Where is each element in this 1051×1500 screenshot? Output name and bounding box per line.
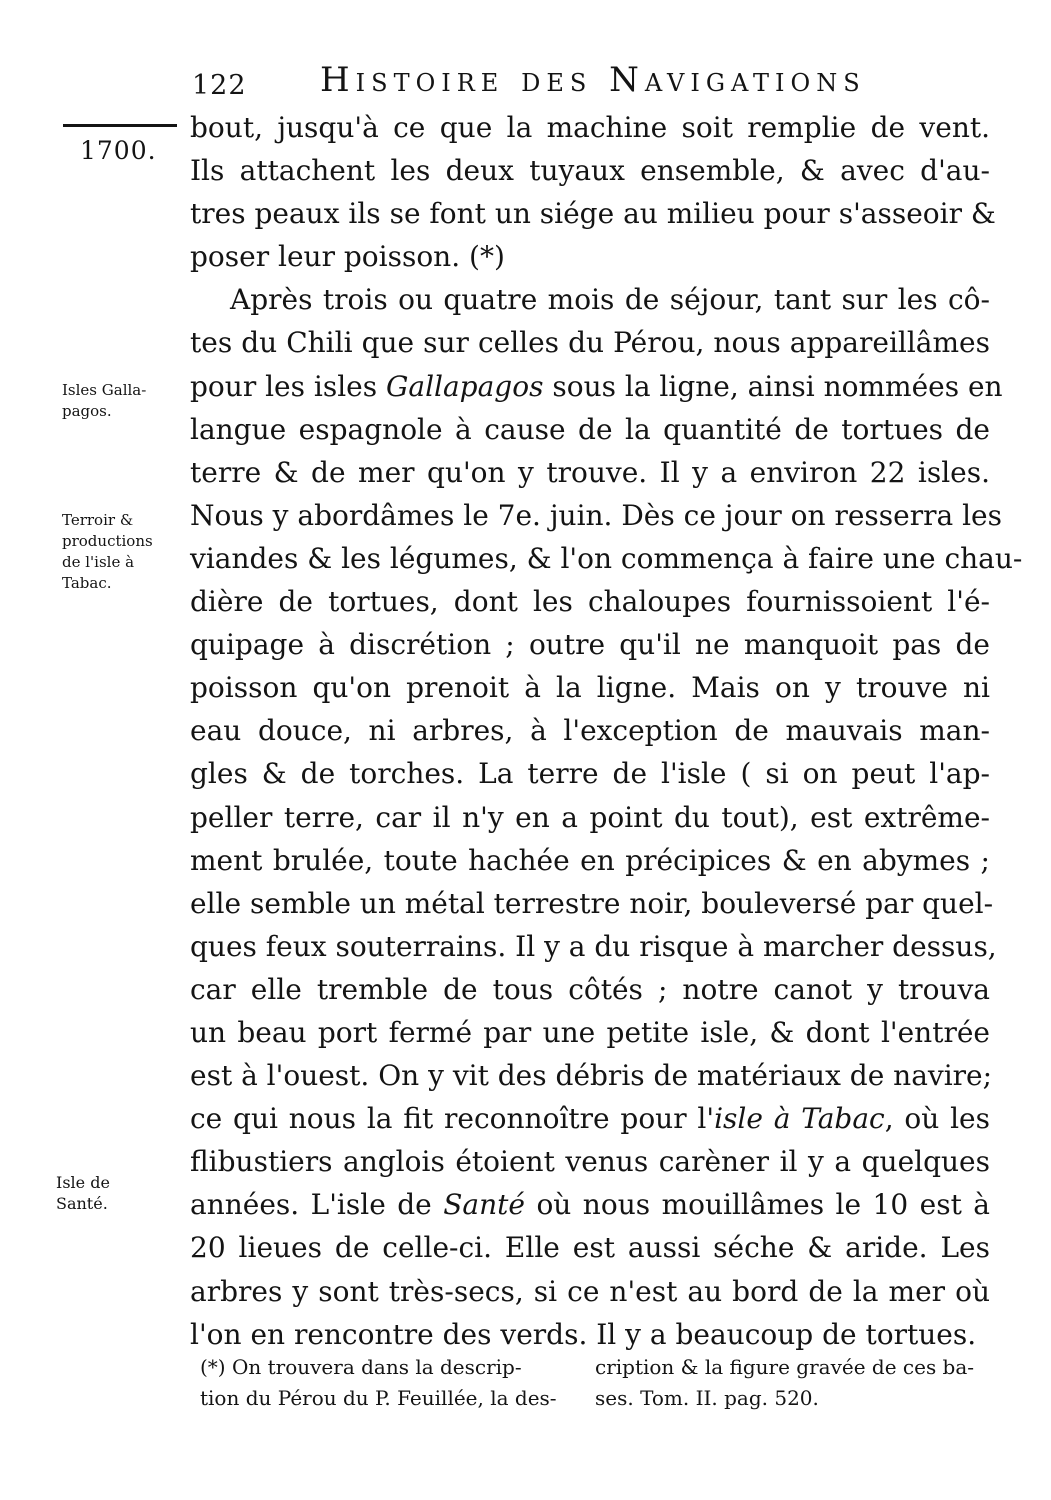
margin-note-terroir bbox=[62, 510, 153, 594]
text-line: viandes & les légumes, & l'on commença à faire une chau- bbox=[190, 541, 1023, 575]
text-line: tes du Chili que sur celles du Pérou, nous appareillâmes bbox=[190, 326, 990, 360]
text-line: poisson qu'on prenoit à la ligne. Mais on y trouve ni bbox=[190, 671, 990, 705]
page-header bbox=[190, 58, 990, 108]
italic-place-name: Santé bbox=[443, 1188, 525, 1222]
text-run: pour les isles bbox=[190, 369, 387, 403]
text-line: elle semble un métal terrestre noir, bouleversé par quel- bbox=[190, 886, 994, 920]
margin-note-line: Isles Galla- bbox=[62, 381, 147, 399]
margin-note-line: Terroir & bbox=[62, 511, 134, 529]
margin-note-line: de l'isle à bbox=[62, 553, 135, 571]
text-line: ment brulée, toute hachée en précipices & en abymes ; bbox=[190, 843, 990, 877]
footnote-column-right bbox=[595, 1352, 995, 1414]
text-line: langue espagnole à cause de la quantité de tortues de bbox=[190, 412, 990, 446]
text-line: tres peaux ils se font un siége au milieu pour s'asseoir & bbox=[190, 197, 996, 231]
text-line: 20 lieues de celle-ci. Elle est aussi séche & aride. Les bbox=[190, 1231, 990, 1265]
text-line: terre & de mer qu'on y trouve. Il y a environ 22 isles. bbox=[190, 455, 990, 489]
text-run: où nous mouillâmes le 10 est à bbox=[524, 1188, 990, 1222]
footnote-line: (*) On trouvera dans la descrip- bbox=[200, 1355, 522, 1379]
footnote-line: cription & la figure gravée de ces ba- bbox=[595, 1355, 975, 1379]
text-line: ques feux souterrains. Il y a du risque à marcher dessus, bbox=[190, 929, 997, 963]
main-text bbox=[190, 106, 1023, 1356]
margin-note-line: Santé. bbox=[56, 1194, 108, 1213]
footnote-line: ses. Tom. II. pag. 520. bbox=[595, 1386, 819, 1410]
margin-note-sante bbox=[56, 1172, 110, 1214]
text-run: années. L'isle de bbox=[190, 1188, 444, 1222]
text-line bbox=[190, 365, 1003, 408]
margin-rule bbox=[63, 124, 177, 127]
text-line: dière de tortues, dont les chaloupes fournissoient l'é- bbox=[190, 585, 990, 619]
italic-place-name: Gallapagos bbox=[386, 369, 544, 403]
text-line bbox=[190, 1097, 990, 1140]
footnote-line: tion du Pérou du P. Feuillée, la des- bbox=[200, 1386, 557, 1410]
page-number: 122 bbox=[192, 70, 247, 101]
text-line: arbres y sont très-secs, si ce n'est au bord de la mer où bbox=[190, 1274, 990, 1308]
text-line: eau douce, ni arbres, à l'exception de mauvais man- bbox=[190, 714, 990, 748]
text-line: poser leur poisson. (*) bbox=[190, 240, 505, 274]
italic-place-name: isle à Tabac bbox=[714, 1102, 885, 1136]
text-run: , où les bbox=[884, 1102, 990, 1136]
margin-year: 1700. bbox=[80, 136, 157, 165]
text-line: car elle tremble de tous côtés ; notre canot y trouva bbox=[190, 972, 990, 1006]
margin-note-gallapagos bbox=[62, 380, 146, 422]
margin-note-line: productions bbox=[62, 532, 153, 550]
margin-note-line: Isle de bbox=[56, 1173, 110, 1192]
text-line: quipage à discrétion ; outre qu'il ne manquoit pas de bbox=[190, 628, 990, 662]
text-line: peller terre, car il n'y en a point du tout), est extrême- bbox=[190, 800, 990, 834]
text-line bbox=[190, 1183, 990, 1226]
margin-note-line: Tabac. bbox=[62, 574, 112, 592]
running-title: Histoire des Navigations bbox=[320, 60, 866, 100]
text-line: gles & de torches. La terre de l'isle ( si on peut l'ap- bbox=[190, 757, 990, 791]
text-line: bout, jusqu'à ce que la machine soit remplie de vent. bbox=[190, 111, 990, 144]
margin-note-line: pagos. bbox=[62, 402, 112, 420]
text-line: Après trois ou quatre mois de séjour, tant sur les cô- bbox=[230, 283, 990, 317]
text-line: l'on en rencontre des verds. Il y a beaucoup de tortues. bbox=[190, 1317, 977, 1351]
footnote-column-left bbox=[200, 1352, 580, 1414]
text-line: Nous y abordâmes le 7e. juin. Dès ce jour on resserra les bbox=[190, 498, 1002, 532]
text-line: un beau port fermé par une petite isle, & dont l'entrée bbox=[190, 1015, 990, 1049]
text-run: sous la ligne, ainsi nommées en bbox=[543, 369, 1003, 403]
text-line: flibustiers anglois étoient venus carèner il y a quelques bbox=[190, 1145, 990, 1179]
text-line: Ils attachent les deux tuyaux ensemble, & avec d'au- bbox=[190, 154, 990, 188]
text-line: est à l'ouest. On y vit des débris de matériaux de navire; bbox=[190, 1059, 993, 1093]
text-run: ce qui nous la fit reconnoître pour l' bbox=[190, 1102, 715, 1136]
